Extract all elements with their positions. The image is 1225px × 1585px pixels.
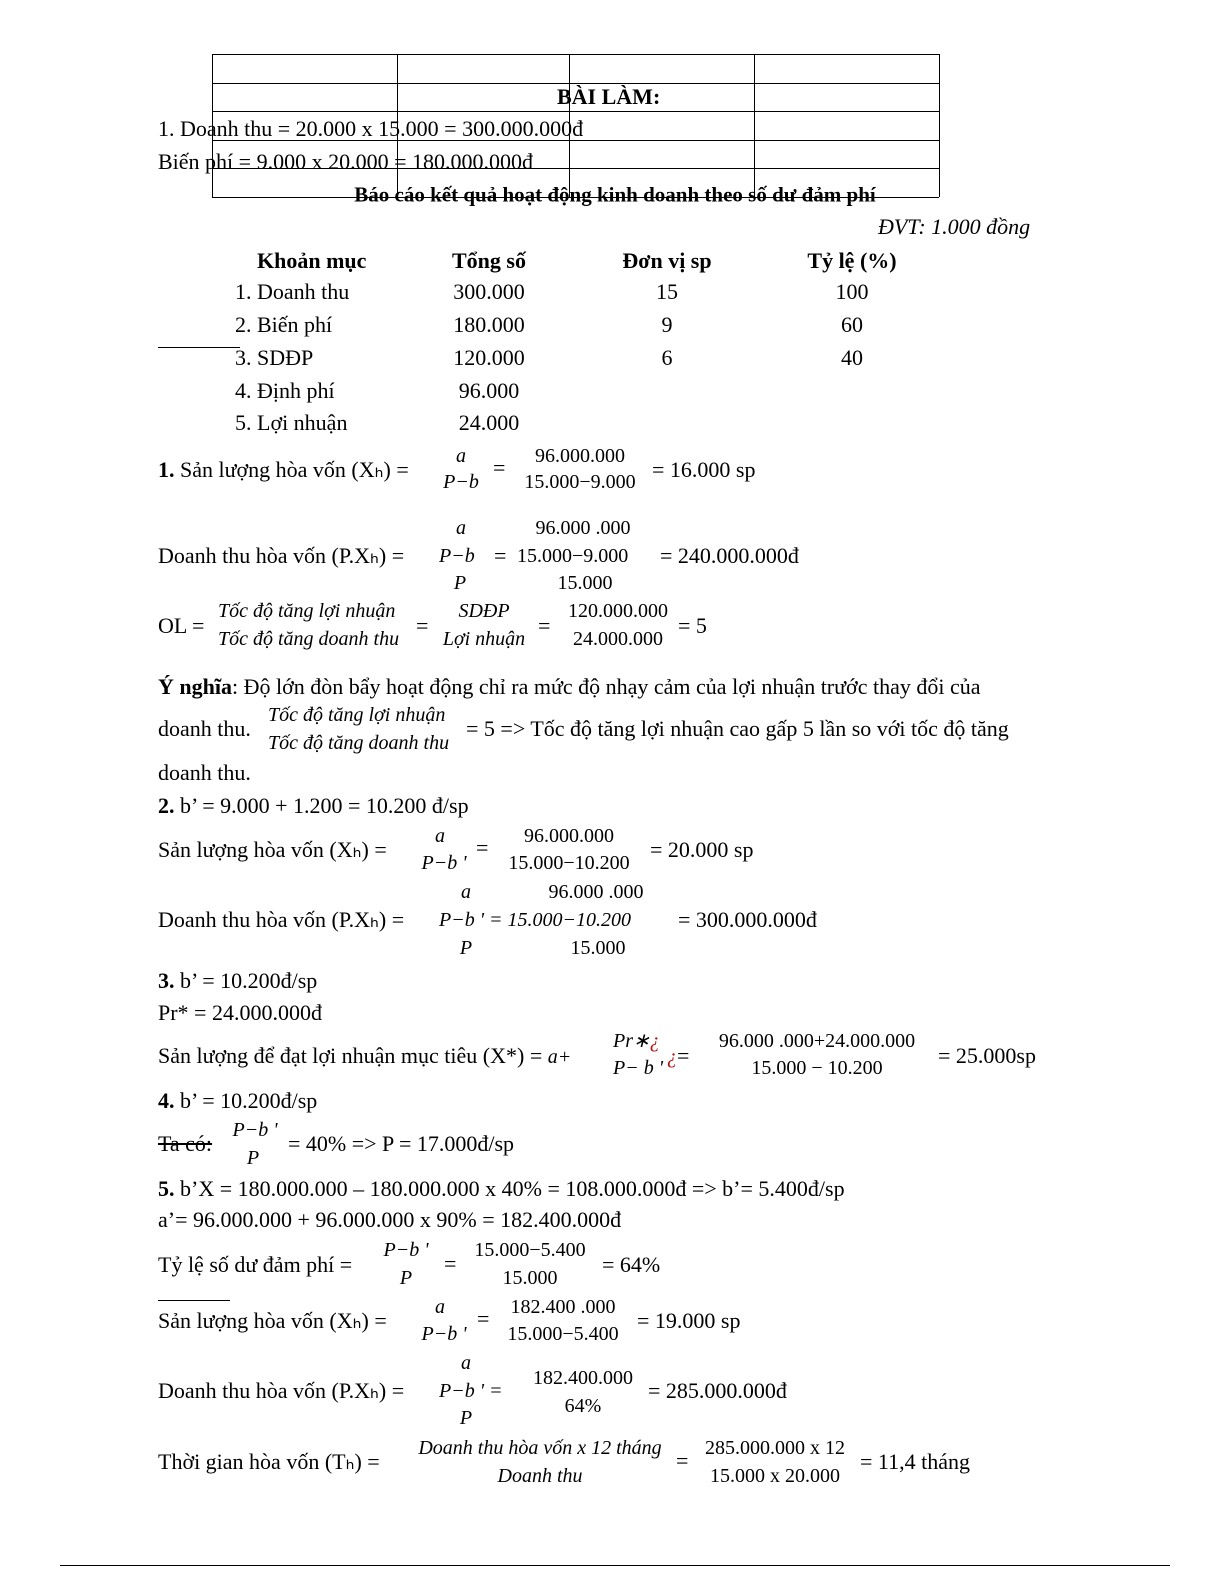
header-unit: Đơn vị sp <box>622 248 712 273</box>
variable-cost-line: Biến phí = 9.000 x 20.000 = 180.000.000đ <box>158 149 533 174</box>
frac-den: 15.000 − 10.200 <box>751 1057 883 1079</box>
frac-num: 96.000 .000 <box>548 881 644 903</box>
result: = 16.000 sp <box>652 457 756 482</box>
frac-den: P−b ' <box>421 852 467 874</box>
frac-den: Lợi nhuận <box>442 628 526 650</box>
cm-ratio: Tỷ lệ số dư đảm phí = <box>158 1252 353 1277</box>
frac-den: P− b ' <box>613 1057 663 1079</box>
frac-num: Pr∗¿ <box>613 1030 660 1052</box>
table-cell: 5. Lợi nhuận <box>235 410 348 435</box>
frac-den: 15.000−10.200 <box>508 852 630 874</box>
frac-num: 120.000.000 <box>568 600 668 622</box>
s2-heading: 2. b’ = 9.000 + 1.200 = 10.200 đ/sp <box>158 793 469 818</box>
frac-den: 15.000 <box>502 1267 558 1289</box>
result: = 240.000.000đ <box>660 543 799 568</box>
frac-den: Tốc độ tăng doanh thu <box>268 732 450 754</box>
header-total: Tổng số <box>452 248 526 273</box>
table-cell: 9 <box>661 312 673 337</box>
meaning-text: doanh thu. <box>158 760 251 785</box>
frac-den: 24.000.000 <box>573 628 663 650</box>
s5-heading: 5. b’X = 180.000.000 – 180.000.000 x 40% = 108.000.000đ => b’= 5.400đ/sp <box>158 1176 845 1201</box>
table-cell: 4. Định phí <box>235 378 335 403</box>
frac-mid: P−b <box>439 545 475 567</box>
frac-num: a <box>456 445 466 467</box>
meaning-text: doanh thu. <box>158 716 251 741</box>
s5-breakeven-qty: Sản lượng hòa vốn (Xₕ) = <box>158 1308 387 1333</box>
fixed-cost-line: a’= 96.000.000 + 96.000.000 x 90% = 182.400.000đ <box>158 1207 622 1232</box>
unit-note: ĐVT: 1.000 đồng <box>878 214 1031 239</box>
equals: = <box>444 1251 457 1276</box>
frac-den: 15.000−5.400 <box>507 1323 619 1345</box>
frac-den: P−b <box>443 471 479 493</box>
table-cell: 2. Biến phí <box>235 312 333 337</box>
frac-den: 15.000 <box>570 937 626 959</box>
table-cell: 60 <box>841 312 863 337</box>
equals: ¿= <box>667 1043 690 1068</box>
result: = 300.000.000đ <box>678 907 817 932</box>
header-item: Khoản mục <box>257 248 367 273</box>
result: = 20.000 sp <box>650 837 754 862</box>
table-cell: 40 <box>841 345 863 370</box>
frac-num: SDĐP <box>458 600 510 622</box>
frac-num: Tốc độ tăng lợi nhuận <box>218 600 396 622</box>
frac-den: P <box>459 937 473 959</box>
equals: = <box>416 613 429 638</box>
s4-heading: 4. b’ = 10.200đ/sp <box>158 1088 318 1113</box>
equals: = <box>493 455 506 480</box>
s3-target-qty: Sản lượng để đạt lợi nhuận mục tiêu (X*) = a+ <box>158 1043 572 1068</box>
frac-num: 96.000 .000 <box>535 517 631 539</box>
frac-num: P−b ' <box>383 1239 429 1261</box>
frac-num: Tốc độ tăng lợi nhuận <box>268 704 446 726</box>
heading: BÀI LÀM: <box>557 84 661 109</box>
frac-num: 15.000−5.400 <box>474 1239 586 1261</box>
frac-mid: P−b ' = <box>439 1380 503 1402</box>
frac-num: 96.000.000 <box>535 445 625 467</box>
table-cell: 180.000 <box>453 312 525 337</box>
table-cell: 120.000 <box>453 345 525 370</box>
report-title: Báo cáo kết quả hoạt động kinh doanh theo số dư đảm phí <box>354 182 876 207</box>
result: = 64% <box>602 1252 661 1277</box>
result: = 25.000sp <box>938 1043 1036 1068</box>
frac-num: 96.000.000 <box>524 825 614 847</box>
target-profit: Pr* = 24.000.000đ <box>158 1000 322 1025</box>
meaning-text: = 5 => Tốc độ tăng lợi nhuận cao gấp 5 lần so với tốc độ tăng <box>466 716 1009 741</box>
equals: = <box>676 1448 689 1473</box>
frac-num: 285.000.000 x 12 <box>705 1437 845 1459</box>
table-cell: 1. Doanh thu <box>235 279 350 304</box>
frac-num: a <box>456 517 466 539</box>
frac-num: P−b ' <box>232 1119 278 1141</box>
frac-num: a <box>435 825 445 847</box>
struck-text: Ta có: <box>158 1131 213 1156</box>
table-cell: 96.000 <box>458 378 520 403</box>
result: = 11,4 tháng <box>860 1449 970 1474</box>
s3-heading: 3. b’ = 10.200đ/sp <box>158 968 318 993</box>
s2-breakeven-qty: Sản lượng hòa vốn (Xₕ) = <box>158 837 387 862</box>
frac-den: 15.000−9.000 <box>524 471 636 493</box>
table-cell: 6 <box>661 345 673 370</box>
frac-num: 96.000 .000+24.000.000 <box>718 1030 916 1052</box>
frac-den: 15.000 <box>557 572 613 594</box>
frac-num: a <box>461 1352 471 1374</box>
table-cell: 3. SDĐP <box>235 345 314 370</box>
meaning: Ý nghĩa: Độ lớn đòn bẩy hoạt động chỉ ra mức độ nhạy cảm của lợi nhuận trước thay đổi của <box>158 674 981 699</box>
result: = 285.000.000đ <box>648 1378 787 1403</box>
result: = 5 <box>678 613 707 638</box>
frac-num: Doanh thu hòa vốn x 12 tháng <box>418 1437 662 1459</box>
header-ratio: Tỷ lệ (%) <box>807 248 897 273</box>
frac-num: 182.400.000 <box>533 1367 633 1389</box>
revenue-line: 1. Doanh thu = 20.000 x 15.000 = 300.000.000đ <box>158 116 584 141</box>
equals: = <box>476 835 489 860</box>
s2-breakeven-revenue: Doanh thu hòa vốn (P.Xₕ) = <box>158 907 405 932</box>
frac-mid: 15.000−9.000 <box>517 545 629 567</box>
frac-den: P <box>246 1147 260 1169</box>
frac-num: a <box>435 1296 445 1318</box>
table-cell: 100 <box>835 279 869 304</box>
frac-mid: P−b ' = 15.000−10.200 <box>439 909 631 931</box>
table-cell: 300.000 <box>453 279 525 304</box>
table-cell: 15 <box>656 279 678 304</box>
frac-den: P <box>399 1267 413 1289</box>
frac-den: 15.000 x 20.000 <box>710 1465 840 1487</box>
frac-den: 64% <box>564 1395 602 1417</box>
result: = 19.000 sp <box>637 1308 741 1333</box>
frac-den: P−b ' <box>421 1323 467 1345</box>
frac-den: P <box>453 572 467 594</box>
frac-den: Tốc độ tăng doanh thu <box>218 628 400 650</box>
frac-num: a <box>461 881 471 903</box>
frac-num: 182.400 .000 <box>510 1296 616 1318</box>
frac-den: Doanh thu <box>497 1465 583 1487</box>
ol-label: OL = <box>158 613 205 638</box>
frac-den: P <box>459 1407 473 1429</box>
table-cell: 24.000 <box>458 410 520 435</box>
equals: = <box>494 543 507 568</box>
result: = 40% => P = 17.000đ/sp <box>288 1131 515 1156</box>
s5-breakeven-revenue: Doanh thu hòa vốn (P.Xₕ) = <box>158 1378 405 1403</box>
equals: = <box>538 613 551 638</box>
s1-breakeven-revenue: Doanh thu hòa vốn (P.Xₕ) = <box>158 543 405 568</box>
s1-breakeven-qty: 1. Sản lượng hòa vốn (Xₕ) = <box>158 457 409 482</box>
equals: = <box>477 1306 490 1331</box>
breakeven-time: Thời gian hòa vốn (Tₕ) = <box>158 1449 380 1474</box>
